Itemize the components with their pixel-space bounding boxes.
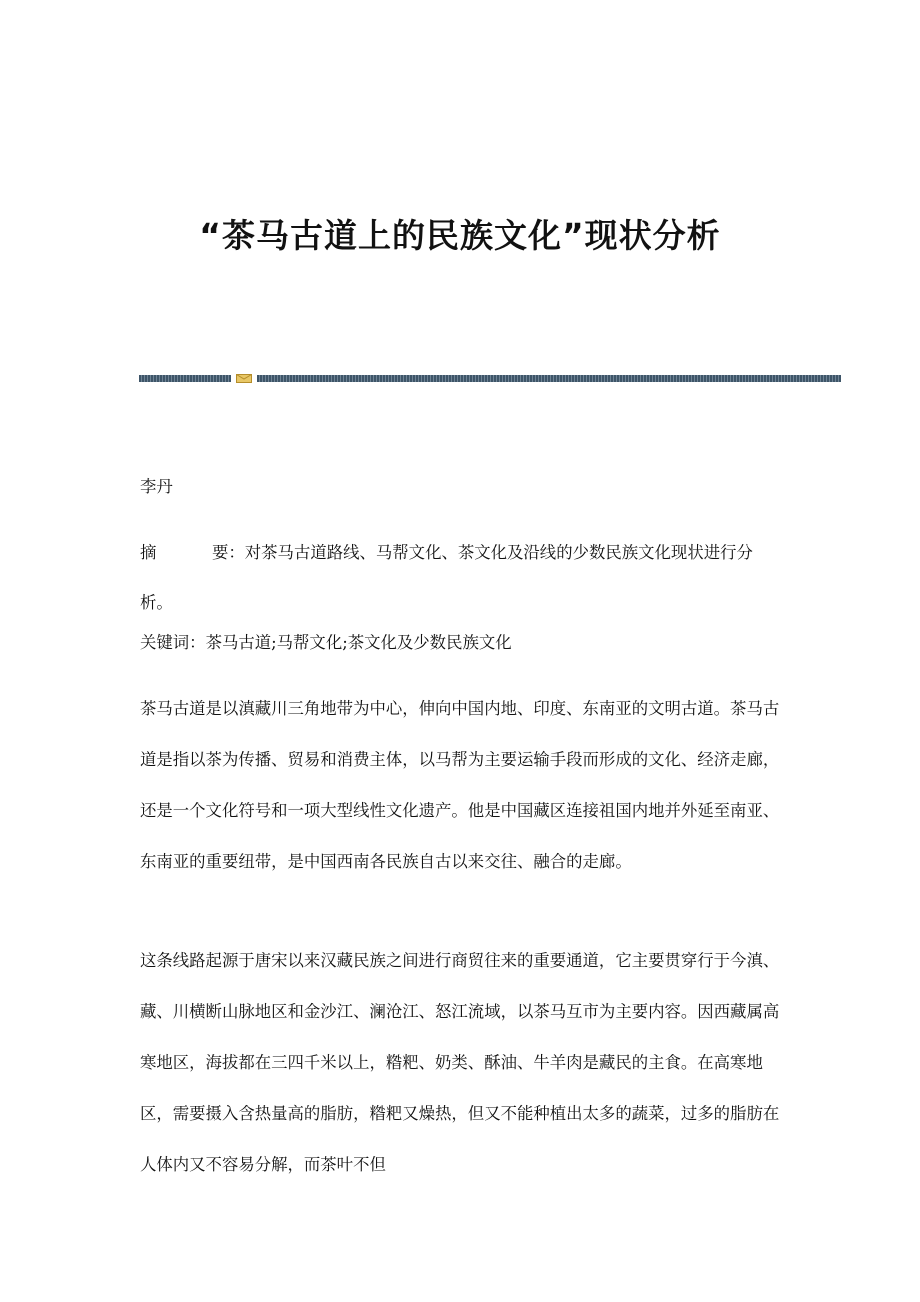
author-name: 李丹 xyxy=(140,477,173,496)
divider-bar-left xyxy=(139,375,231,382)
abstract-label-second: 要： xyxy=(212,543,245,562)
keywords-text: 茶马古道;马帮文化;茶文化及少数民族文化 xyxy=(205,633,512,652)
keywords xyxy=(140,630,780,655)
page-title: “茶马古道上的民族文化”现状分析 xyxy=(199,216,721,255)
title-divider xyxy=(139,374,841,383)
body-paragraph: 这条线路起源于唐宋以来汉藏民族之间进行商贸往来的重要通道，它主要贯穿行于今滇、藏、川横断山脉地区和金沙江、澜沧江、怒江流域，以茶马互市为主要内容。因西藏属高寒地区，海拔都在三四千米以上，糌粑、奶类、酥油、牛羊肉是藏民的主食。在高寒地区，需要摄入含热量高的脂肪，糌粑又燥热，但又不能种植出太多的蔬菜，过多的脂肪在人体内又不容易分解，而茶叶不但 xyxy=(140,951,780,1174)
keywords-label: 关键词： xyxy=(140,633,206,652)
divider-bar-right xyxy=(257,375,841,382)
abstract-label-first: 摘 xyxy=(140,543,157,562)
envelope-ornament-icon xyxy=(236,374,252,383)
abstract xyxy=(140,528,780,628)
body-paragraph: 茶马古道是以滇藏川三角地带为中心，伸向中国内地、印度、东南亚的文明古道。茶马古道是指以茶为传播、贸易和消费主体，以马帮为主要运输手段而形成的文化、经济走廊，还是一个文化符号和一项大型线性文化遗产。他是中国藏区连接祖国内地并外延至南亚、东南亚的重要纽带，是中国西南各民族自古以来交往、融合的走廊。 xyxy=(140,699,780,871)
abstract-text: 对茶马古道路线、马帮文化、茶文化及沿线的少数民族文化现状进行分析。 xyxy=(140,543,753,612)
